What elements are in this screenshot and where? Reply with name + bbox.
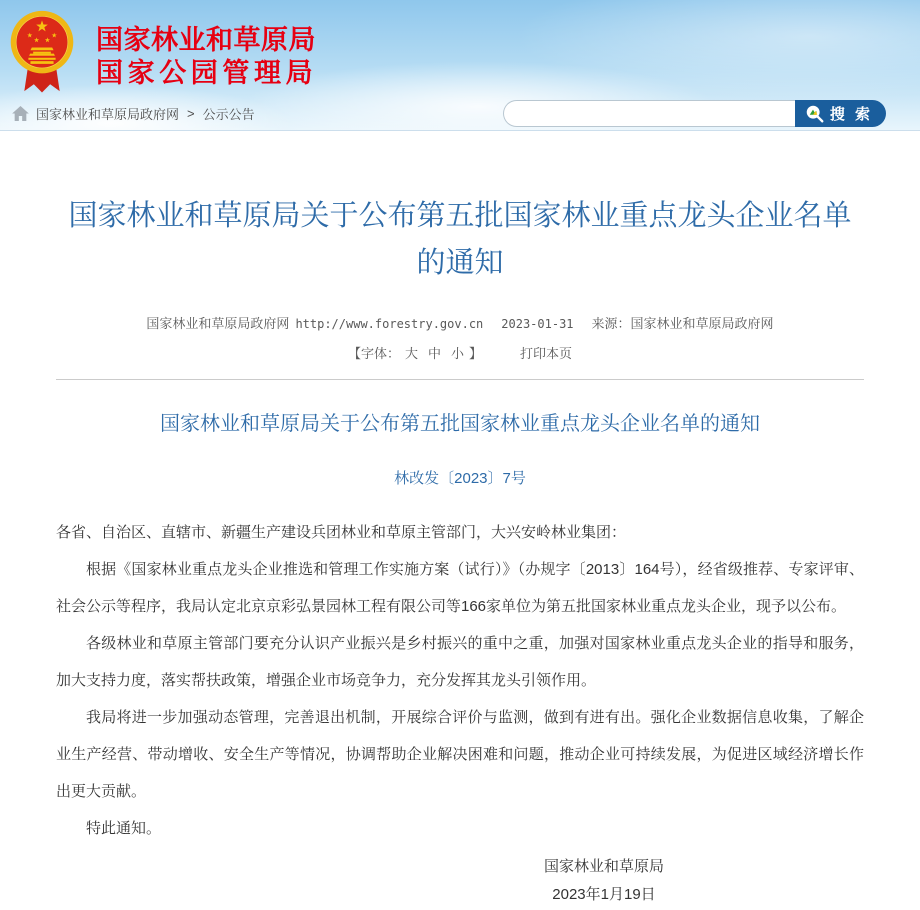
search-box — [503, 100, 886, 127]
article-page — [0, 193, 920, 909]
document-subtitle: 国家林业和草原局关于公布第五批国家林业重点龙头企业名单的通知 — [160, 413, 760, 435]
print-page-button[interactable]: 打印本页 — [520, 346, 573, 361]
org-title-line2: 国家公园管理局 — [96, 58, 318, 88]
article-meta — [56, 313, 864, 332]
article-toolbar — [56, 343, 864, 362]
divider — [56, 379, 864, 380]
page-title: 国家林业和草原局关于公布第五批国家林业重点龙头企业名单的通知 — [68, 200, 852, 279]
signature-date: 2023年1月19日 — [552, 886, 656, 903]
national-emblem-icon — [8, 8, 76, 98]
paragraph-body-3: 我局将进一步加强动态管理，完善退出机制，开展综合评价与监测，做到有进有出。强化企业数据信息收集，了解企业生产经营、带动增收、安全生产等情况，协调帮助企业解决困难和问题，推动企业可持续发展，为促进区域经济增长作出更大贡献。 — [56, 709, 864, 800]
font-size-medium-button[interactable]: 中 — [427, 346, 441, 361]
font-size-label-close: 】 — [469, 346, 483, 361]
brand-titles — [96, 24, 317, 90]
breadcrumb-section-link[interactable]: 公示公告 — [202, 107, 255, 122]
search-button-label: 搜 索 — [829, 106, 873, 123]
search-icon — [805, 104, 825, 124]
search-button[interactable] — [795, 100, 886, 127]
meta-from-label: 来源： — [591, 316, 631, 331]
paragraph-salutation: 各省、自治区、直辖市、新疆生产建设兵团林业和草原主管部门，大兴安岭林业集团： — [56, 524, 627, 541]
document-number: 林改发〔2023〕7号 — [394, 470, 526, 487]
org-title-line1: 国家林业和草原局 — [96, 25, 316, 55]
paragraph-body-1: 根据《国家林业重点龙头企业推选和管理工作实施方案（试行）》（办规字〔2013〕164号），经省级推荐、专家评审、社会公示等程序，我局认定北京京彩弘景园林工程有限公司等166家单位为第五批国家林业重点龙头企业，现予以公布。 — [56, 561, 864, 615]
breadcrumb — [12, 104, 255, 123]
font-size-large-button[interactable]: 大 — [404, 346, 418, 361]
brand — [8, 8, 317, 98]
site-header — [0, 0, 920, 131]
breadcrumb-separator: > — [187, 106, 195, 121]
signature-block — [544, 853, 664, 909]
font-size-small-button[interactable]: 小 — [451, 346, 465, 361]
header-bottom-row — [0, 100, 920, 127]
meta-from-value: 国家林业和草原局政府网 — [630, 316, 774, 331]
meta-source-url: http://www.forestry.gov.cn — [295, 317, 484, 331]
search-input[interactable] — [503, 100, 795, 127]
paragraph-body-2: 各级林业和草原主管部门要充分认识产业振兴是乡村振兴的重中之重，加强对国家林业重点龙头企业的指导和服务，加大支持力度，落实帮扶政策，增强企业市场竞争力，充分发挥其龙头引领作用。 — [56, 635, 864, 689]
meta-publish-date: 2023-01-31 — [501, 317, 574, 331]
paragraph-closing: 特此通知。 — [86, 820, 162, 837]
home-icon[interactable] — [12, 106, 29, 121]
meta-source-site: 国家林业和草原局政府网 — [146, 316, 290, 331]
font-size-label: 【字体： — [347, 346, 400, 361]
signature-org: 国家林业和草原局 — [543, 858, 664, 875]
breadcrumb-site-link[interactable]: 国家林业和草原局政府网 — [36, 107, 180, 122]
